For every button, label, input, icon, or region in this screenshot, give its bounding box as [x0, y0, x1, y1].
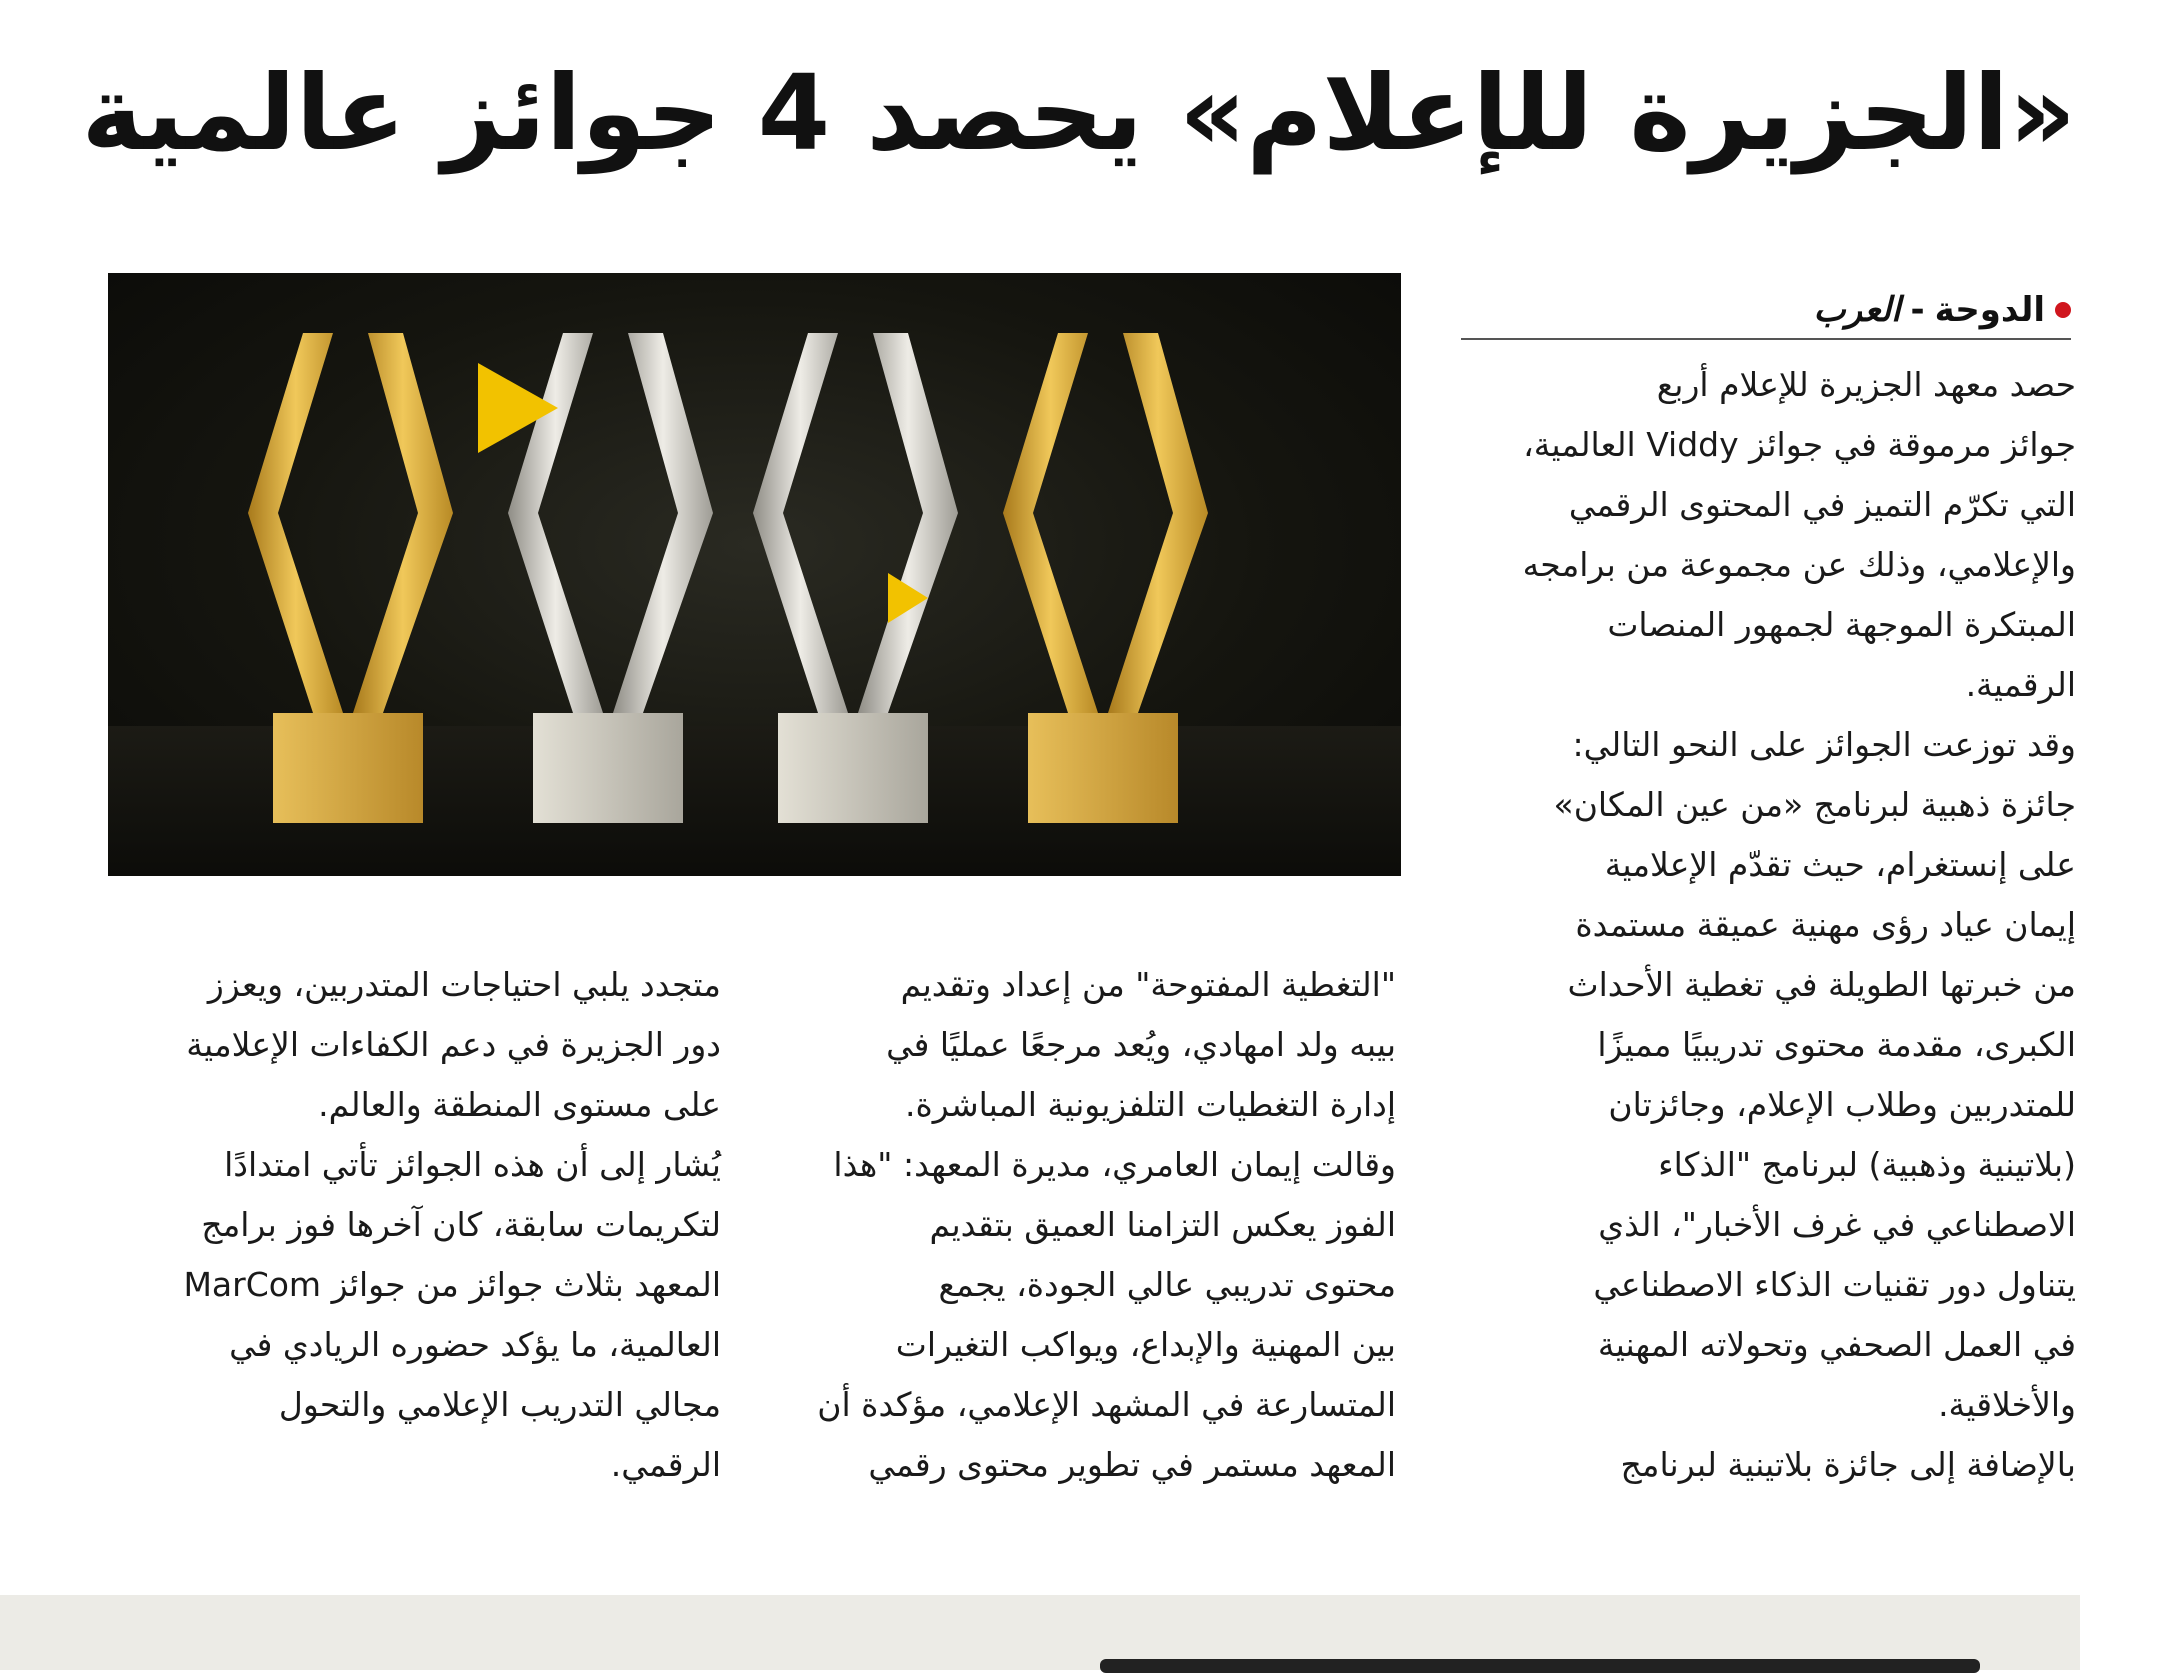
byline-separator: -	[1910, 290, 1925, 330]
trophy-gold	[248, 333, 453, 823]
next-article-headline-cropped	[580, 1637, 1980, 1677]
headline: «الجزيرة للإعلام» يحصد 4 جوائز عالمية	[81, 52, 2076, 174]
article-column-3: متجدد يلبي احتياجات المتدربين، ويعزز دور الجزيرة في دعم الكفاءات الإعلامية على مستوى المنطقة والعالم. يُشار إلى أن هذه الجوائز تأتي امتدادًا لتكريمات سابقة، كان آخرها فوز برامج المعهد بثلاث جوائز من جوائز MarCom العالمية، ما يؤكد حضوره الريادي في مجالي التدريب الإعلامي والتحول الرقمي.	[183, 965, 721, 1484]
byline	[1461, 282, 2071, 340]
trophy-gold	[1003, 333, 1208, 823]
trophies-photo	[108, 273, 1401, 876]
next-article-band	[0, 1595, 2080, 1670]
byline-city: الدوحة	[1934, 290, 2045, 330]
trophy-silver	[753, 333, 958, 823]
bullet-dot-icon	[2055, 302, 2071, 318]
byline-source: العرب	[1813, 290, 1901, 330]
trophies-illustration	[108, 273, 1401, 876]
article-column-1: حصد معهد الجزيرة للإعلام أربع جوائز مرموقة في جوائز Viddy العالمية، التي تكرّم التميز في المحتوى الرقمي والإعلامي، وذلك عن مجموعة من برامجه المبتكرة الموجهة لجمهور المنصات الرقمية. وقد توزعت الجوائز على النحو التالي: جائزة ذهبية لبرنامج «من عين المكان» على إنستغرام، حيث تقدّم الإعلامية إيمان عياد رؤى مهنية عميقة مستمدة من خبرتها الطويلة في تغطية الأحداث الكبرى، مقدمة محتوى تدريبيًا مميزًا للمتدربين وطلاب الإعلام، وجائزتان (بلاتينية وذهبية) لبرنامج "الذكاء الاصطناعي في غرف الأخبار"، الذي يتناول دور تقنيات الذكاء الاصطناعي في العمل الصحفي وتحولاته المهنية والأخلاقية. بالإضافة إلى جائزة بلاتينية لبرنامج	[1522, 365, 2076, 1484]
article-column-2: "التغطية المفتوحة" من إعداد وتقديم بيبه ولد امهادي، ويُعد مرجعًا عمليًا في إدارة التغطيات التلفزيونية المباشرة. وقالت إيمان العامري، مديرة المعهد: "هذا الفوز يعكس التزامنا العميق بتقديم محتوى تدريبي عالي الجودة، يجمع بين المهنية والإبداع، ويواكب التغيرات المتسارعة في المشهد الإعلامي، مؤكدة أن المعهد مستمر في تطوير محتوى رقمي	[817, 965, 1396, 1484]
